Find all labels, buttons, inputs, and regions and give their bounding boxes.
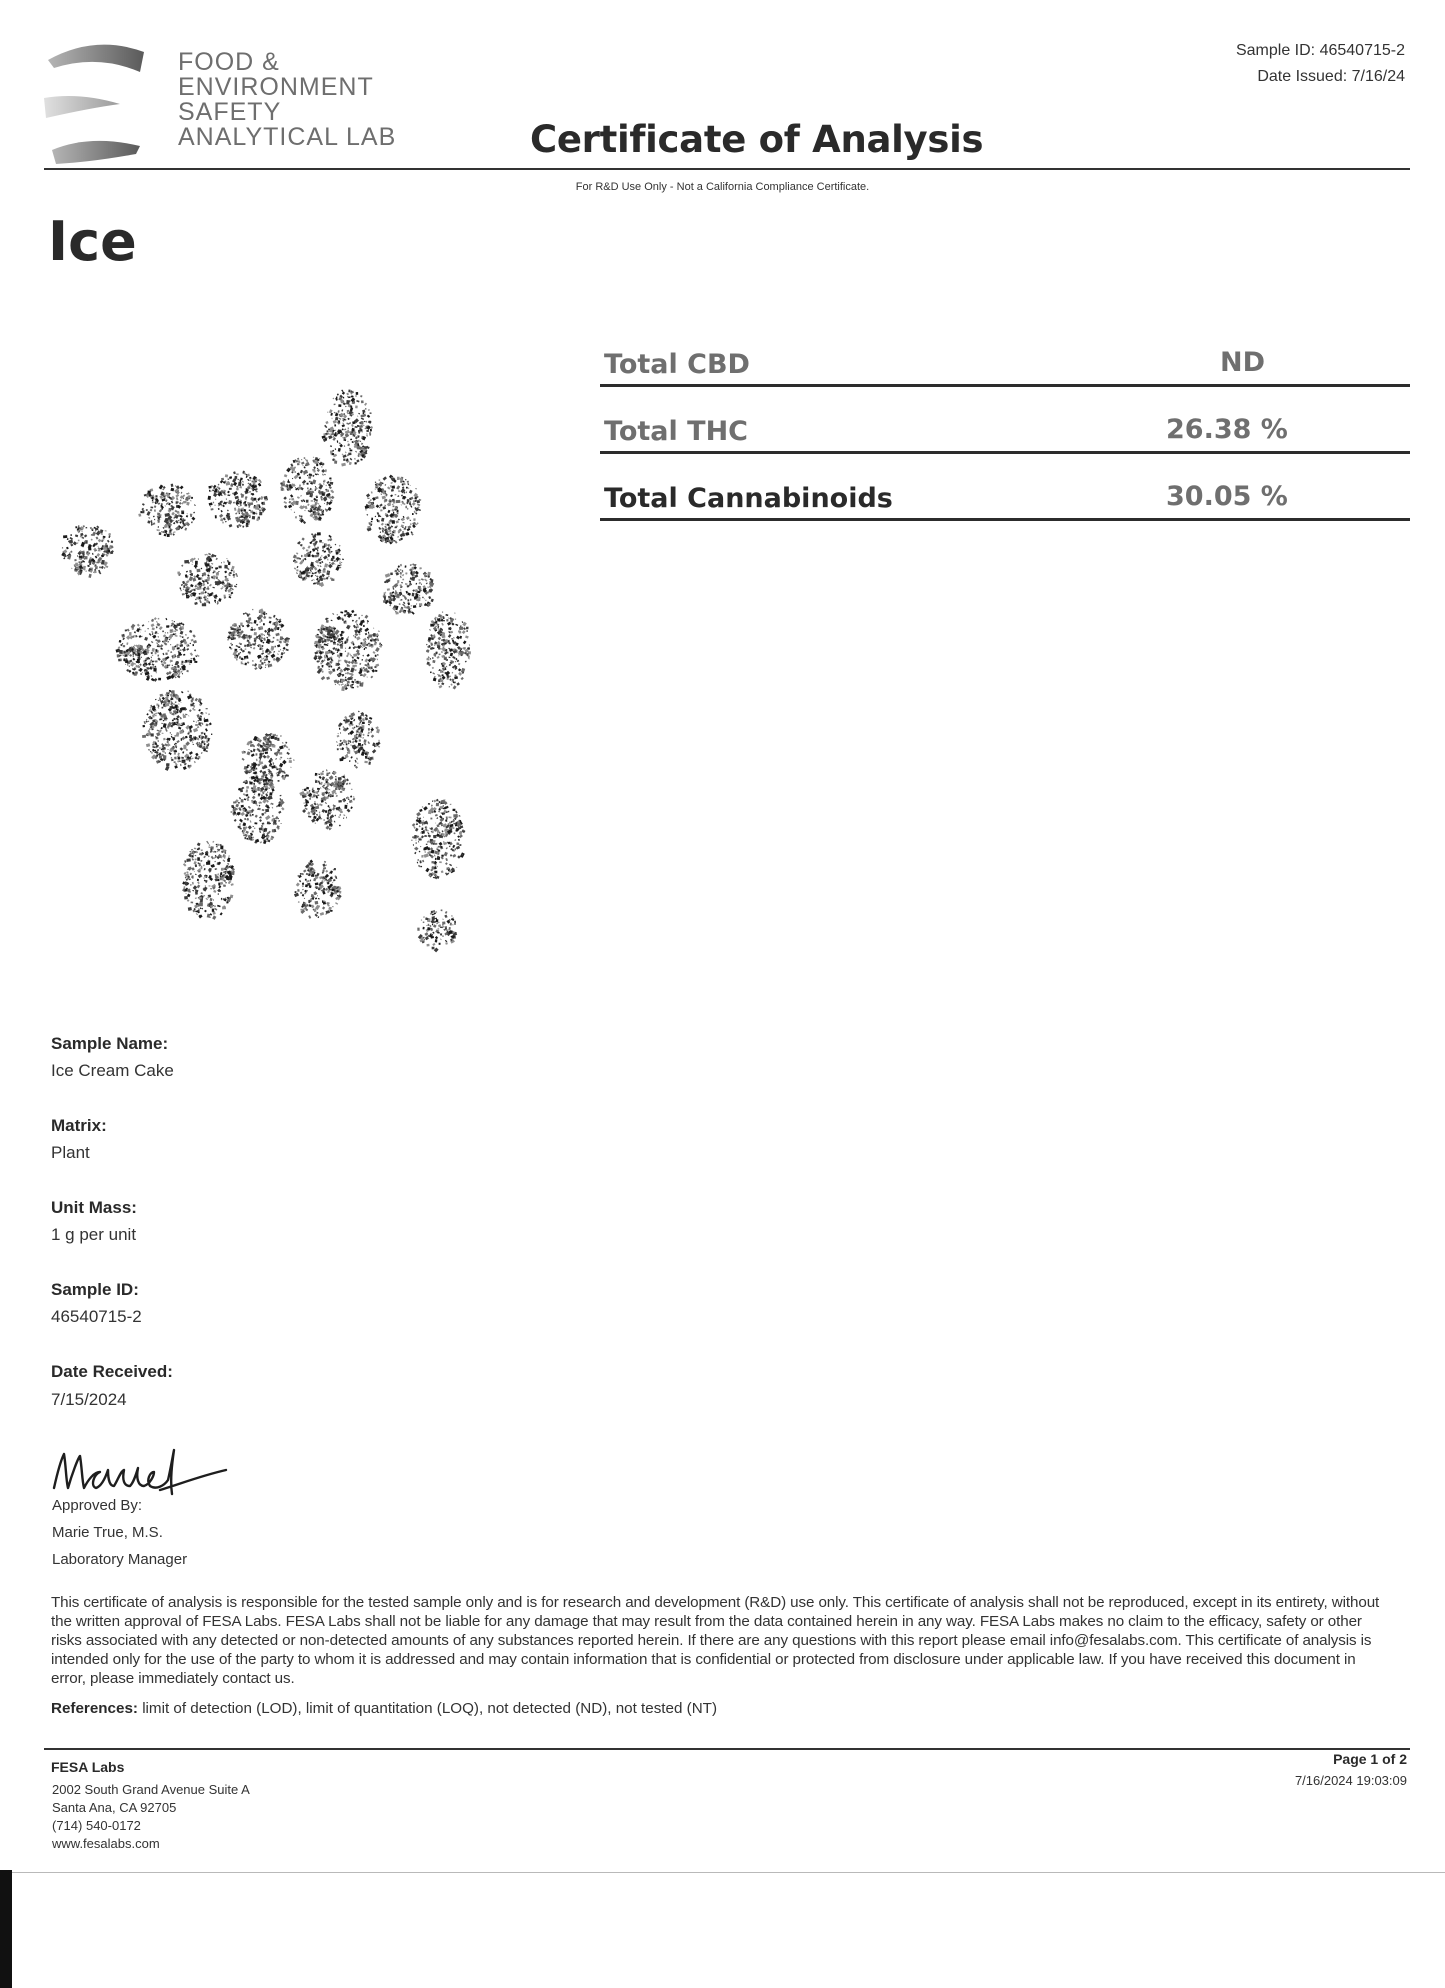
summary-label: Total THC	[604, 416, 748, 447]
bud-speckle-cluster	[293, 532, 344, 587]
bud-speckle-cluster	[61, 525, 114, 578]
bud-speckle-cluster	[426, 612, 471, 690]
bud-speckle-cluster	[142, 690, 212, 771]
approved-by-label: Approved By:	[52, 1497, 143, 1514]
scan-edge-shadow	[0, 1870, 12, 1988]
footer-divider	[44, 1748, 1410, 1750]
bud-speckle-cluster	[313, 610, 382, 691]
sample-id-value: 46540715-2	[51, 1307, 142, 1326]
sample-id-label: Sample ID:	[51, 1280, 139, 1299]
unit-mass-value: 1 g per unit	[51, 1225, 137, 1244]
references	[51, 1700, 717, 1717]
summary-row-total-thc	[600, 407, 1410, 454]
bud-speckle-cluster	[115, 617, 199, 682]
approver-name: Marie True, M.S.	[52, 1524, 163, 1541]
summary-value: ND	[1220, 347, 1266, 378]
scan-edge-line	[12, 1872, 1445, 1873]
bud-speckle-cluster	[417, 909, 457, 952]
summary-row-total-cannabinoids	[600, 474, 1410, 521]
printed-timestamp: 7/16/2024 19:03:09	[1294, 1773, 1407, 1788]
lab-logo-text: FOOD & ENVIRONMENT SAFETY ANALYTICAL LAB	[178, 48, 397, 151]
product-name: Ice	[48, 210, 137, 273]
page-title: Certificate of Analysis	[530, 118, 984, 161]
bud-speckle-cluster	[241, 733, 294, 786]
summary-label: Total Cannabinoids	[604, 483, 893, 514]
header-date-issued: Date Issued: 7/16/24	[1257, 68, 1405, 85]
sample-name-value: Ice Cream Cake	[51, 1061, 174, 1080]
footer-address-line1: 2002 South Grand Avenue Suite A	[52, 1782, 250, 1797]
approver-title: Laboratory Manager	[52, 1551, 188, 1568]
rd-use-note: For R&D Use Only - Not a California Compliance Certificate.	[575, 181, 870, 193]
page-number: Page 1 of 2	[1333, 1751, 1407, 1767]
references-label: References:	[51, 1700, 138, 1717]
summary-label: Total CBD	[604, 349, 750, 380]
date-received-label: Date Received:	[51, 1362, 173, 1381]
bud-speckle-cluster	[322, 390, 374, 467]
bud-speckle-cluster	[177, 553, 238, 607]
unit-mass-label: Unit Mass:	[51, 1198, 137, 1217]
bud-speckle-cluster	[336, 711, 380, 769]
bud-speckle-cluster	[227, 608, 290, 670]
signature	[50, 1440, 240, 1500]
bud-speckle-cluster	[208, 471, 269, 529]
summary-value: 30.05 %	[1166, 481, 1288, 512]
header-divider	[44, 168, 1410, 170]
bud-speckle-cluster	[299, 769, 355, 830]
summary-value: 26.38 %	[1166, 414, 1288, 445]
footer-lab-name: FESA Labs	[51, 1759, 125, 1775]
footer-phone: (714) 540-0172	[52, 1818, 141, 1833]
matrix-label: Matrix:	[51, 1116, 107, 1135]
bud-speckle-cluster	[383, 563, 435, 614]
matrix-value: Plant	[51, 1143, 90, 1162]
bud-speckle-cluster	[280, 457, 334, 524]
bud-speckle-cluster	[411, 799, 465, 880]
bud-speckle-cluster	[294, 860, 342, 919]
summary-row-total-cbd	[600, 340, 1410, 387]
bud-speckle-cluster	[365, 475, 422, 545]
lab-logo-icon	[40, 38, 150, 168]
footer-website: www.fesalabs.com	[52, 1836, 160, 1851]
references-text: limit of detection (LOD), limit of quantitation (LOQ), not detected (ND), not tested (NT)	[142, 1700, 717, 1717]
sample-photo	[58, 388, 498, 958]
sample-name-label: Sample Name:	[51, 1034, 169, 1053]
header-sample-id: Sample ID: 46540715-2	[1235, 42, 1405, 59]
date-received-value: 7/15/2024	[51, 1390, 127, 1409]
disclaimer-text: This certificate of analysis is responsible for the tested sample only and is for research and development (R&D) use only. This certificate of analysis shall not be reproduced, except in its entirety, without the written approval of FESA Labs. FESA Labs shall not be liable for any damage that may result from the data contained herein in any way. FESA Labs makes no claim to the efficacy, safety or other risks associated with any detected or non-detected amounts of any substances reported herein. If there are any questions with this report please email info@fesalabs.com. This certificate of analysis is intended only for the use of the party to whom it is addressed and may contain information that is confidential or protected from disclosure under applicable law. If you have received this document in error, please immediately contact us.	[51, 1594, 1380, 1687]
bud-speckle-cluster	[138, 484, 195, 537]
bud-speckle-cluster	[230, 776, 284, 845]
footer-address-line2: Santa Ana, CA 92705	[52, 1800, 177, 1815]
bud-speckle-cluster	[182, 841, 235, 920]
